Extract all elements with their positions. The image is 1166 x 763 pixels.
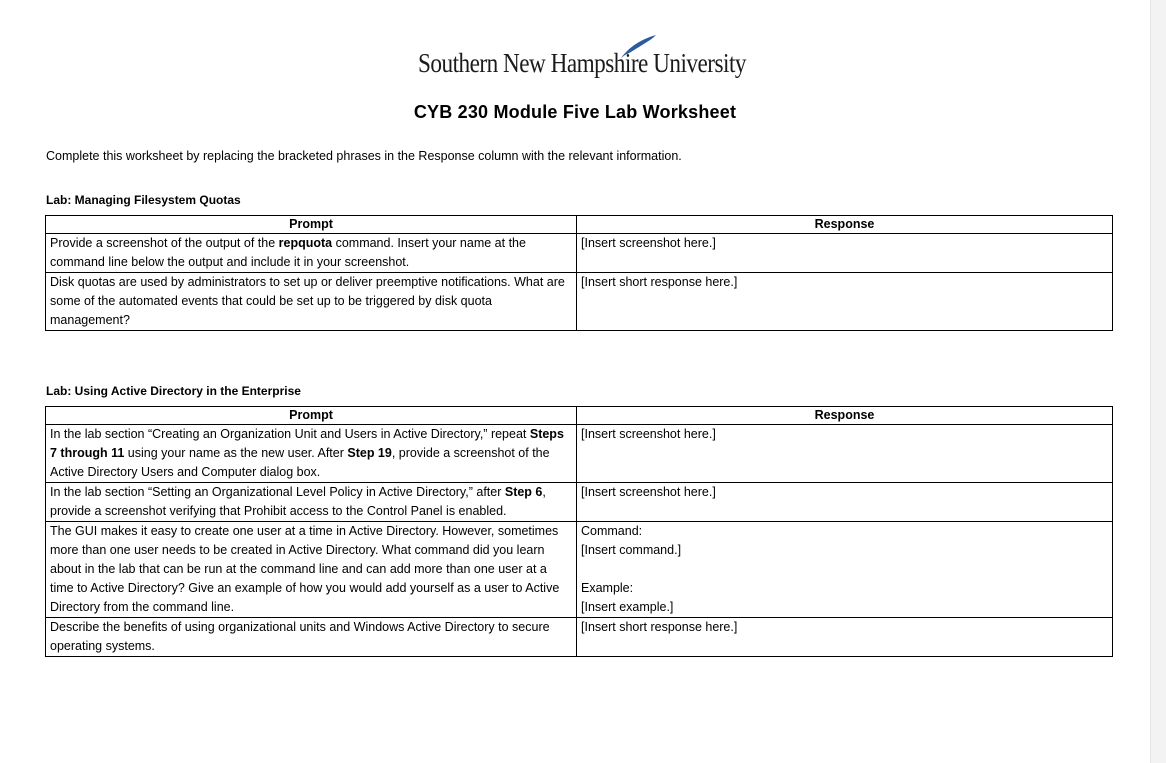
table-row [46, 522, 1113, 618]
section-heading-active-directory: Lab: Using Active Directory in the Enterprise [46, 384, 301, 398]
prompt-cell: Describe the benefits of using organizational units and Windows Active Directory to secure operating systems. [46, 618, 577, 657]
column-header-response: Response [577, 407, 1113, 425]
active-directory-table [45, 406, 1113, 657]
example-placeholder[interactable]: [Insert example.] [581, 600, 674, 614]
logo-text: Southern New Hampshire University [418, 48, 746, 78]
prompt-cell: The GUI makes it easy to create one user at a time in Active Directory. However, sometimes more than one user needs to be created in Active Directory. What command did you learn about in the lab that can be run at the command line and can add more than one user at a time to Active Directory? Give an example of how you would add yourself as a user to Active Directory from the command line. [46, 522, 577, 618]
university-logo [418, 34, 748, 80]
quotas-table [45, 215, 1113, 331]
response-cell[interactable] [577, 522, 1113, 618]
command-placeholder[interactable]: [Insert command.] [581, 543, 682, 557]
response-cell[interactable]: [Insert screenshot here.] [577, 234, 1113, 273]
spacer [581, 560, 1108, 579]
table-row [46, 273, 1113, 331]
table-row [46, 234, 1113, 273]
table-header-row [46, 216, 1113, 234]
prompt-cell: Provide a screenshot of the output of the repquota command. Insert your name at the command line below the output and include it in your screenshot. [46, 234, 577, 273]
step-number: Step 19 [347, 446, 392, 460]
table-header-row [46, 407, 1113, 425]
table-row [46, 483, 1113, 522]
response-cell[interactable]: [Insert short response here.] [577, 618, 1113, 657]
prompt-cell: In the lab section “Setting an Organizational Level Policy in Active Directory,” after Step 6, provide a screenshot verifying that Prohibit access to the Control Panel is enabled. [46, 483, 577, 522]
prompt-cell: In the lab section “Creating an Organization Unit and Users in Active Directory,” repeat Steps 7 through 11 using your name as the new user. After Step 19, provide a screenshot of the Active Directory Users and Computer dialog box. [46, 425, 577, 483]
column-header-prompt: Prompt [46, 407, 577, 425]
step-number: Step 6 [504, 485, 543, 499]
table-row [46, 618, 1113, 657]
example-label: Example: [581, 581, 634, 595]
command-name: repquota [278, 236, 333, 250]
prompt-cell: Disk quotas are used by administrators to set up or deliver preemptive notifications. What are some of the automated events that could be set up to be triggered by disk quota management? [46, 273, 577, 331]
column-header-prompt: Prompt [46, 216, 577, 234]
response-cell[interactable]: [Insert screenshot here.] [577, 483, 1113, 522]
command-label: Command: [581, 524, 643, 538]
instructions-text: Complete this worksheet by replacing the bracketed phrases in the Response column with the relevant information. [46, 149, 682, 163]
section-heading-quotas: Lab: Managing Filesystem Quotas [46, 193, 241, 207]
page-title: CYB 230 Module Five Lab Worksheet [413, 102, 737, 122]
response-cell[interactable]: [Insert short response here.] [577, 273, 1113, 331]
step-range: Steps 7 through 11 [50, 427, 564, 460]
response-cell[interactable]: [Insert screenshot here.] [577, 425, 1113, 483]
table-row [46, 425, 1113, 483]
vertical-scrollbar[interactable] [1150, 0, 1166, 763]
column-header-response: Response [577, 216, 1113, 234]
